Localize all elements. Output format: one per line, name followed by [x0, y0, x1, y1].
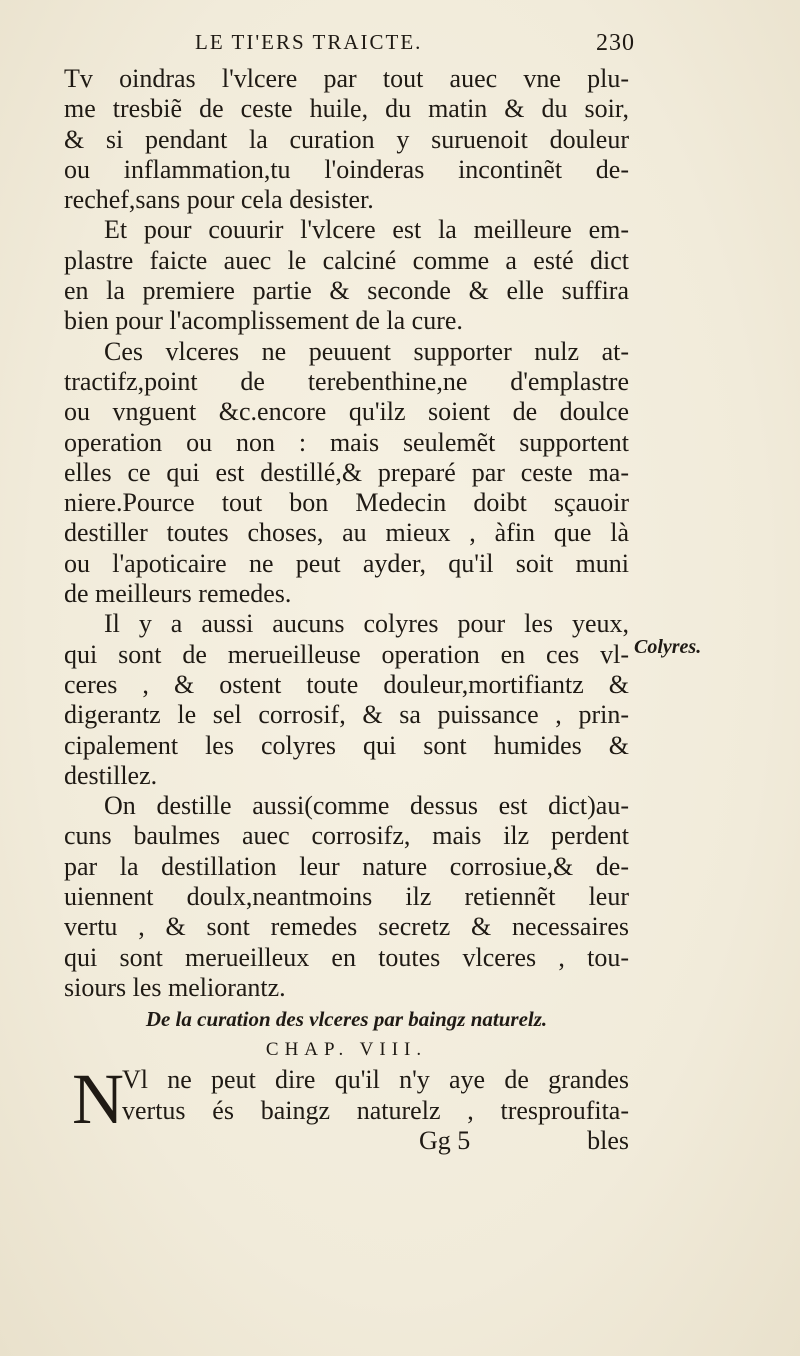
text-line: digerantz le sel corrosif, & sa puissance , prin- [64, 700, 629, 730]
paragraph-5 [64, 791, 629, 1003]
paragraph-2 [64, 215, 629, 336]
paragraph-3 [64, 337, 629, 610]
text-line: qui sont de merueilleuse operation en ces vl- [64, 639, 629, 669]
text-line: par la destillation leur nature corrosiue,& de- [64, 851, 629, 881]
text-line: niere.Pource tout bon Medecin doibt sçauoir [64, 488, 629, 518]
text-line: On destille aussi(comme dessus est dict)au- [104, 791, 629, 821]
margin-note: Colyres. [634, 636, 702, 658]
text-line: siours les meliorantz. [64, 972, 286, 1002]
text-line: destillez. [64, 760, 158, 790]
text-line: plastre faicte auec le calciné comme a esté dict [64, 245, 629, 275]
chapter-number: CHAP. VIII. [265, 1039, 428, 1061]
text-line: Tv oindras l'vlcere par tout auec vne plu- [64, 64, 629, 93]
chapter-heading: De la curation des vlceres par baingz naturelz. [145, 1007, 548, 1032]
text-line: ou l'apoticaire ne peut ayder, qu'il soit muni [64, 548, 629, 578]
text-line: elles ce qui est destillé,& preparé par ceste ma- [64, 457, 629, 487]
text-line: & si pendant la curation y suruenoit douleur [64, 124, 629, 154]
text-line: rechef,sans pour cela desister. [64, 185, 374, 215]
text-line: cipalement les colyres qui sont humides & [64, 730, 629, 760]
text-line: Il y a aussi aucuns colyres pour les yeux, [104, 609, 629, 639]
page-footer [64, 1126, 629, 1156]
text-line: me tresbiẽ de ceste huile, du matin & du soir, [64, 94, 629, 124]
text-line: Ces vlceres ne peuuent supporter nulz at- [104, 336, 629, 366]
text-line: de meilleurs remedes. [64, 579, 292, 609]
paragraph-4 [64, 609, 629, 791]
text-line: qui sont merueilleux en toutes vlceres , tou- [64, 942, 629, 972]
text-line: vertu , & sont remedes secretz & necessaires [64, 912, 629, 942]
text-line: Et pour couurir l'vlcere est la meilleure em- [104, 215, 629, 245]
text-line: vertus és baingz naturelz , tresproufita- [122, 1095, 629, 1125]
drop-cap: N [72, 1059, 124, 1140]
text-line: ou vnguent &c.encore qu'ilz soient de doulce [64, 397, 629, 427]
text-line: en la premiere partie & seconde & elle suffira [64, 276, 629, 306]
text-line: destiller toutes choses, au mieux , àfin que là [64, 518, 629, 548]
text-line: ou inflammation,tu l'oinderas incontinẽt de- [64, 154, 629, 184]
body-text [64, 64, 629, 1156]
running-title: LE TI'ERS TRAICTE. [195, 30, 423, 54]
page-number: 230 [596, 30, 635, 56]
text-line: bien pour l'acomplissement de la cure. [64, 306, 463, 336]
paragraph-1 [64, 64, 629, 215]
signature-mark: Gg 5 [419, 1125, 471, 1155]
text-line: uiennent doulx,neantmoins ilz retiennẽt leur [64, 882, 629, 912]
text-line: operation ou non : mais seulemẽt supportent [64, 427, 629, 457]
text-line: Vl ne peut dire qu'il n'y aye de grandes [122, 1065, 629, 1095]
catchword: bles [587, 1125, 629, 1155]
text-line: cuns baulmes auec corrosifz, mais ilz perdent [64, 821, 629, 851]
text-line: ceres , & ostent toute douleur,mortifiantz & [64, 669, 629, 699]
text-line: tractifz,point de terebenthine,ne d'emplastre [64, 366, 629, 396]
